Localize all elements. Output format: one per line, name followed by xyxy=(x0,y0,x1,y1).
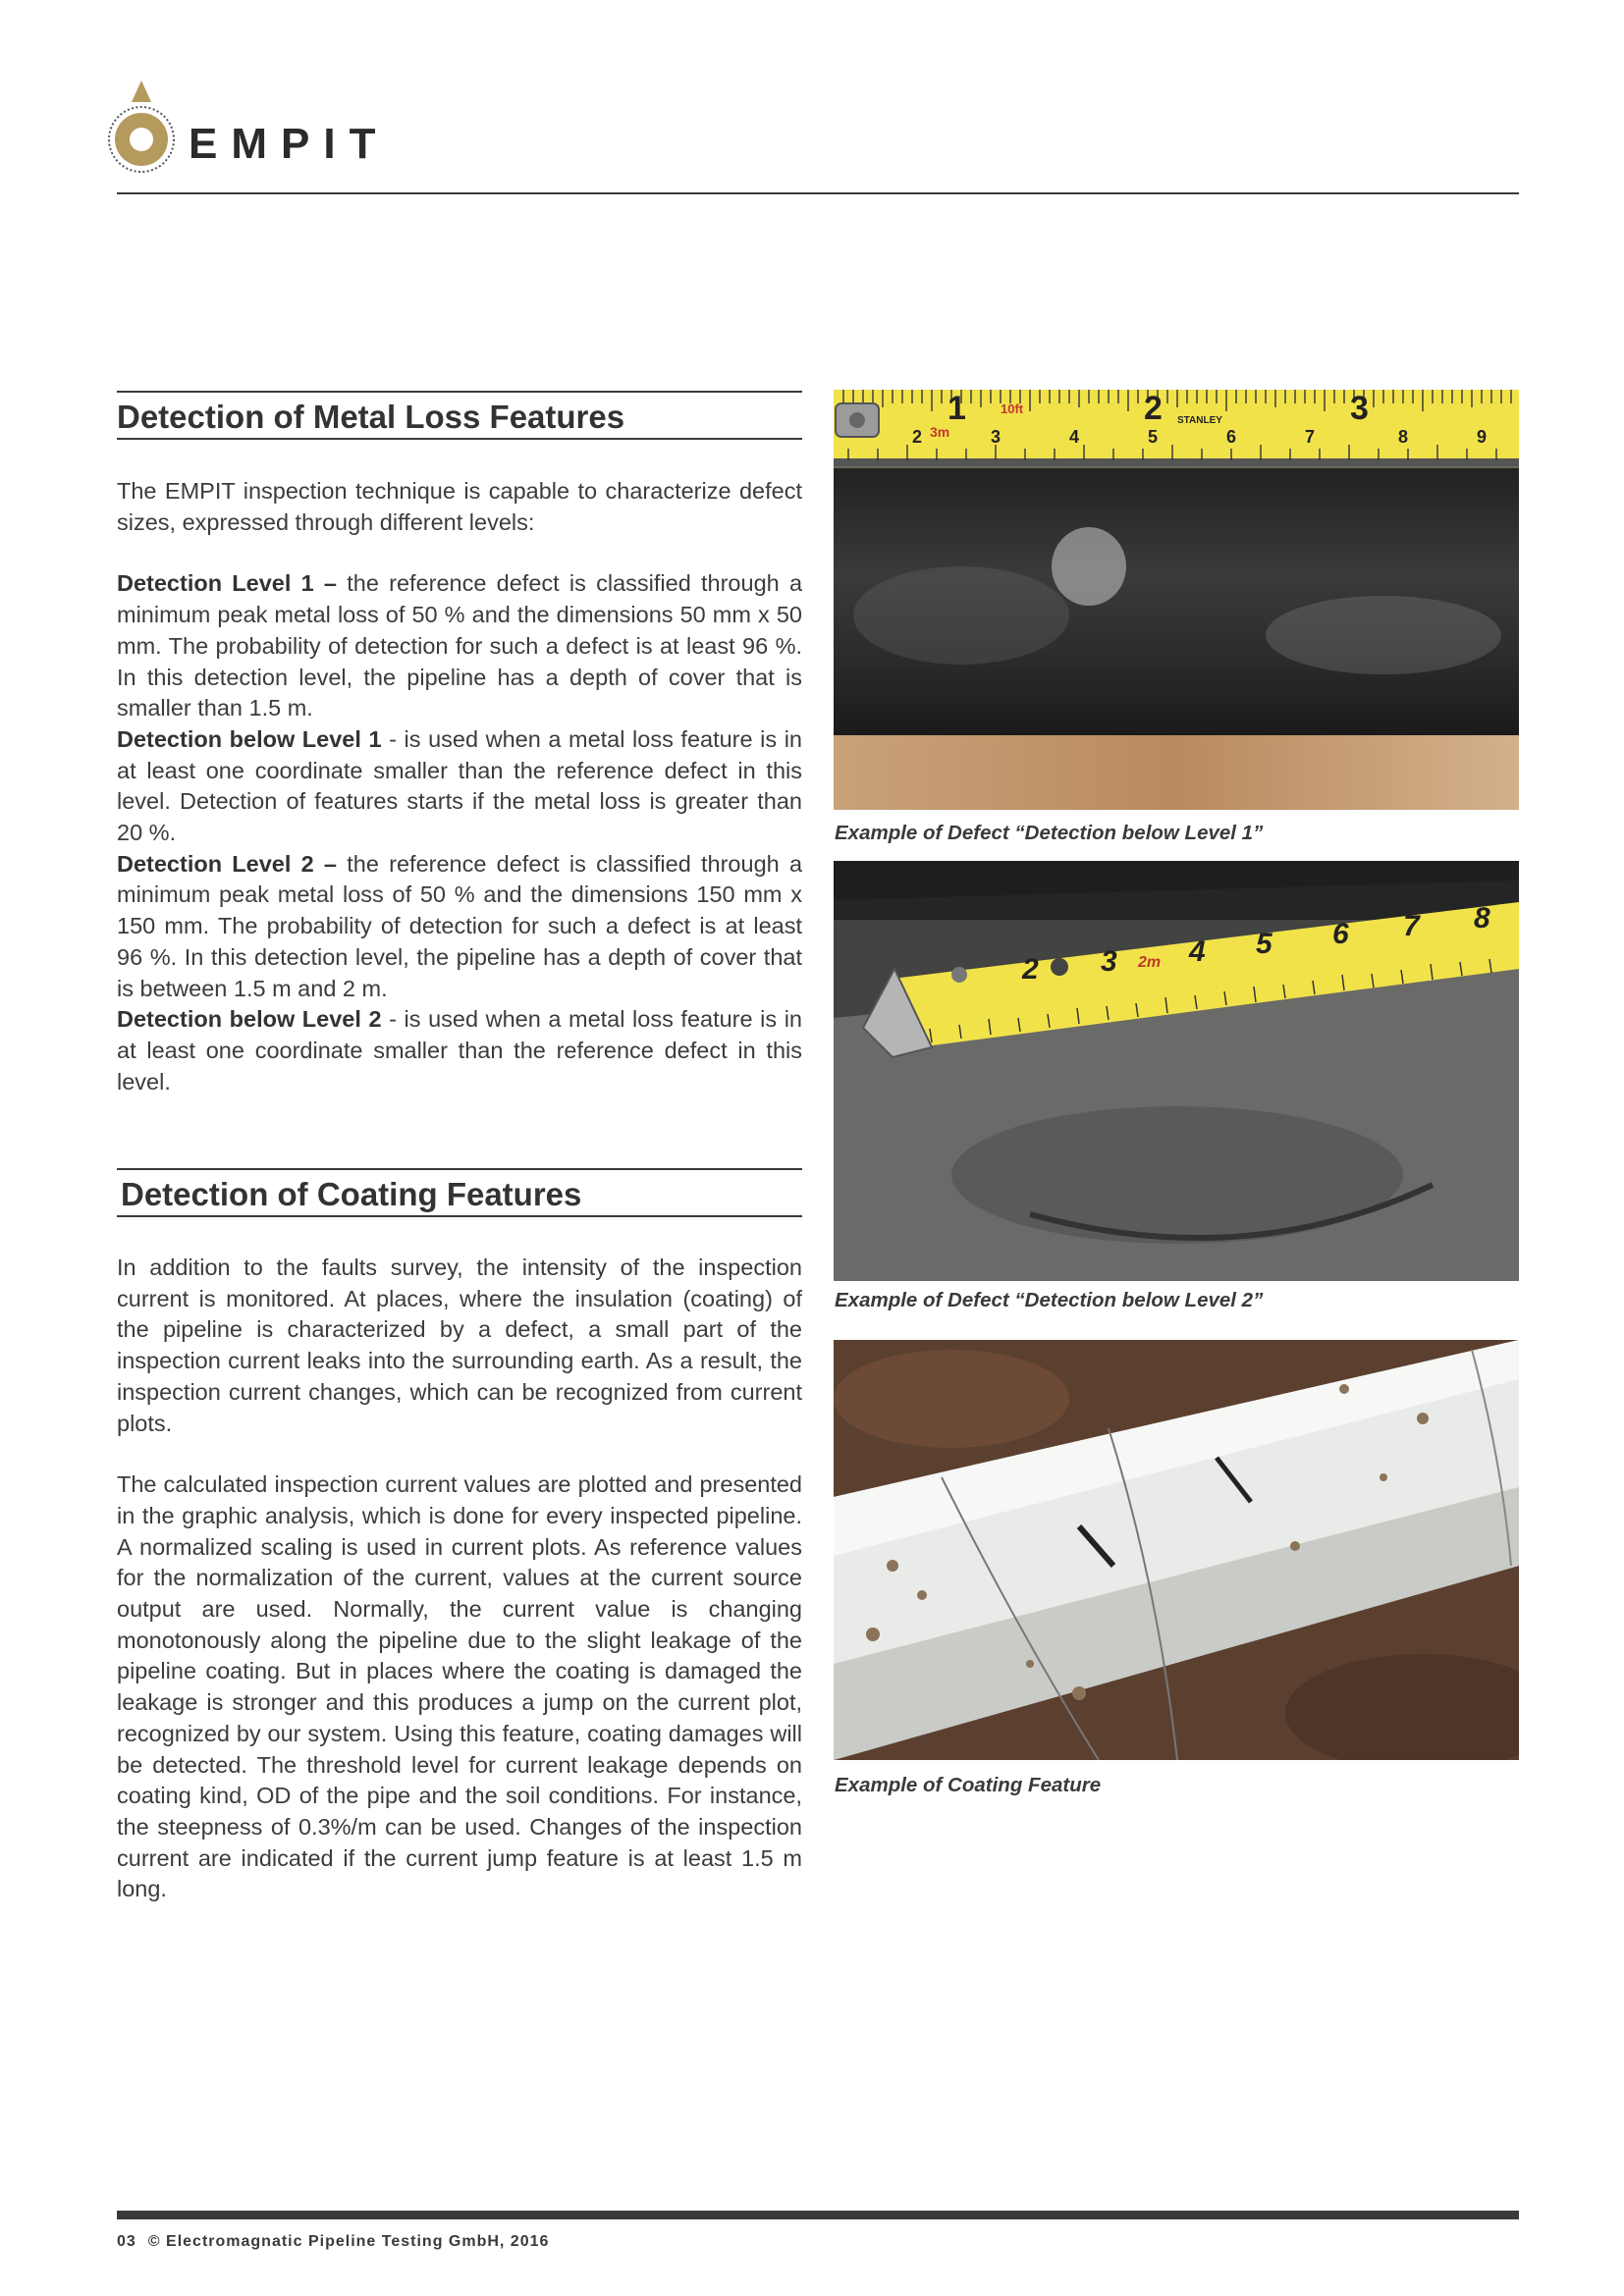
tape-minor-label: 4 xyxy=(1069,427,1080,447)
tape-minor-label: 9 xyxy=(1477,427,1488,447)
detection-item-text: - is used when a metal loss feature is in at least one coordinate smaller than the reference defect in this level. Detection of features starts if the metal loss is greater than 20 %. xyxy=(117,725,802,846)
detection-item-label: Detection below Level 2 xyxy=(117,1006,382,1033)
logo-wordmark: EMPIT xyxy=(189,120,390,168)
tape-major-label: 2 xyxy=(1144,390,1163,427)
tape-minor-label: 8 xyxy=(1398,427,1409,447)
tape-minor-label: 7 xyxy=(1305,427,1316,447)
tape-brand: STANLEY xyxy=(1177,415,1222,426)
tape-label: 2 xyxy=(1022,953,1039,986)
detection-item-label: Detection Level 1 – xyxy=(117,570,338,597)
detection-item-label: Detection below Level 1 xyxy=(117,725,382,752)
tape-label: 3 xyxy=(1101,945,1117,978)
page-number: 03 xyxy=(117,2233,136,2250)
detection-item-level2 xyxy=(117,849,802,1005)
tape-minor-label: 6 xyxy=(1226,427,1237,447)
detection-item-text: the reference defect is classified through a minimum peak metal loss of 50 % and the dimensions 50 mm x 50 mm. The probability of detection for such a defect is at least 96 %. In this detection level, the pipeline has a depth of cover that is smaller than 1.5 m. xyxy=(117,570,803,721)
coating-body xyxy=(117,1253,802,1905)
tape-label: 5 xyxy=(1256,928,1272,960)
detection-item-level1 xyxy=(117,568,802,724)
tape-major-label: 3 xyxy=(1350,390,1369,427)
logo-mark-icon xyxy=(106,80,185,175)
photo-coating-feature xyxy=(834,1340,1519,1760)
detection-item-below-level2 xyxy=(117,1004,802,1097)
tape-minor-label: 2 xyxy=(912,427,923,447)
tape-tag-10ft: 10ft xyxy=(1001,401,1024,416)
header-divider xyxy=(117,192,1519,194)
detection-item-label: Detection Level 2 – xyxy=(117,850,338,877)
section-title-coating: Detection of Coating Features xyxy=(117,1168,802,1217)
tape-label: 4 xyxy=(1189,935,1206,968)
photo-defect-below-level1 xyxy=(834,390,1519,810)
tape-label: 8 xyxy=(1474,902,1490,934)
section-title-metal-loss: Detection of Metal Loss Features xyxy=(117,391,802,440)
metal-loss-body xyxy=(117,476,802,1097)
figure-caption: Example of Coating Feature xyxy=(835,1774,1102,1796)
figure-caption: Example of Defect “Detection below Level 1” xyxy=(835,822,1264,844)
detection-item-below-level1 xyxy=(117,724,802,849)
footer-bar xyxy=(117,2211,1519,2219)
metal-loss-intro: The EMPIT inspection technique is capable to characterize defect sizes, expressed through different levels: xyxy=(117,478,802,535)
detection-item-text: the reference defect is classified through a minimum peak metal loss of 50 % and the dimensions 150 mm x 150 mm. The probability of detection for such a defect is at least 96 %. In this detection level, the pipeline has a depth of cover that is between 1.5 m and 2 m. xyxy=(117,850,803,1001)
company-logo xyxy=(106,80,420,175)
tape-minor-label: 5 xyxy=(1148,427,1159,447)
tape-label: 7 xyxy=(1403,910,1420,942)
tape-tag-2m: 2m xyxy=(1138,954,1162,971)
tape-minor-label: 3 xyxy=(991,427,1001,447)
photo-defect-below-level2 xyxy=(834,861,1519,1281)
coating-paragraph: The calculated inspection current values are plotted and presented in the graphic analysis, which is done for every inspected pipeline. A normalized scaling is used in current plots. As reference values for the normalization of the current, values at the current source output are used. Normally, the current value is changing monotonously along the pipeline due to the slight leakage of the pipeline coating. But in places where the coating is damaged the leakage is stronger and this produces a jump on the current plot, recognized by our system. Using this feature, coating damages will be detected. The threshold level for current leakage depends on coating kind, OD of the pipe and the soil conditions. For instance, the steepness of 0.3%/m can be used. Changes of the inspection current are indicated if the current jump feature is at least 1.5 m long. xyxy=(117,1471,802,1902)
copyright-text: © Electromagnatic Pipeline Testing GmbH, 2016 xyxy=(147,2233,550,2250)
coating-paragraph: In addition to the faults survey, the intensity of the inspection current is monitored. At places, where the insulation (coating) of the pipeline is characterized by a defect, a small part of the inspection current leaks into the surrounding earth. As a result, the inspection current changes, which can be recognized from current plots. xyxy=(117,1255,802,1436)
tape-major-label: 1 xyxy=(947,390,966,427)
figure-caption: Example of Defect “Detection below Level 2” xyxy=(835,1289,1264,1311)
detection-item-text: - is used when a metal loss feature is in at least one coordinate smaller than the reference defect in this level. xyxy=(117,1006,802,1095)
tape-tag-3m: 3m xyxy=(930,424,950,440)
tape-label: 6 xyxy=(1332,918,1349,950)
page-footer xyxy=(117,2233,561,2251)
